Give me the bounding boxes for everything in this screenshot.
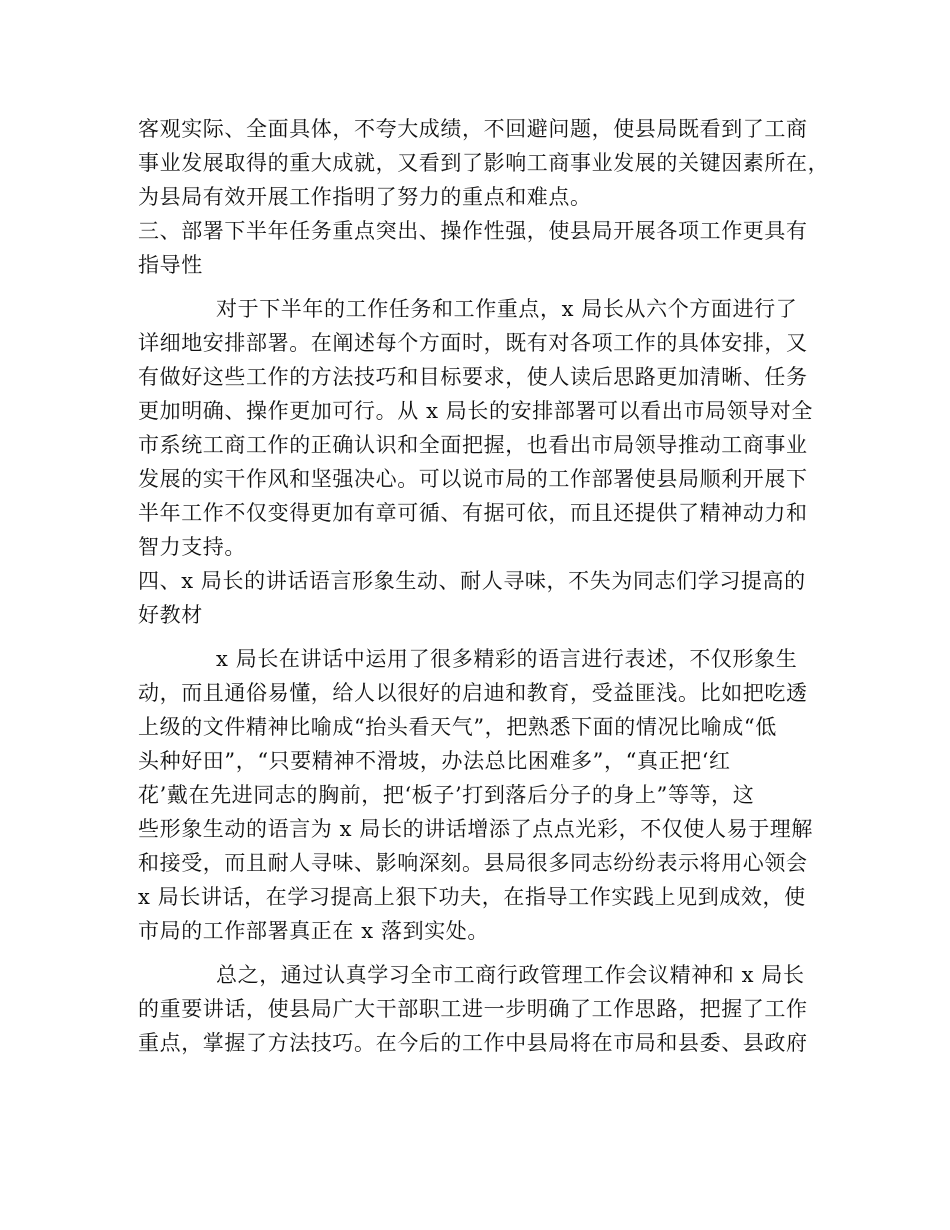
- paragraph-line: 市系统工商工作的正确认识和全面把握，也看出市局领导推动工商事业: [138, 433, 808, 457]
- paragraph-line: 市局的工作部署真正在 x 落到实处。: [138, 919, 489, 943]
- section-heading-line: 好教材: [138, 603, 203, 627]
- paragraph-line: 重点，掌握了方法技巧。在今后的工作中县局将在市局和县委、县政府: [138, 1031, 808, 1055]
- paragraph-line: 客观实际、全面具体，不夸大成绩，不回避问题，使县局既看到了工商: [138, 117, 808, 141]
- paragraph-line: 上级的文件精神比喻成“抬头看天气”，把熟悉下面的情况比喻成“低: [138, 715, 777, 739]
- paragraph-line: 更加明确、操作更加可行。从 x 局长的安排部署可以看出市局领导对全: [138, 399, 813, 423]
- paragraph-line: 智力支持。: [138, 535, 246, 559]
- paragraph-line: 发展的实干作风和坚强决心。可以说市局的工作部署使县局顺利开展下: [138, 467, 808, 491]
- paragraph-line: 花’戴在先进同志的胸前，把‘板子’打到落后分子的身上”等等，这: [138, 783, 755, 807]
- paragraph-line: 头种好田”，“只要精神不滑坡，办法总比困难多”，“真正把‘红: [138, 749, 731, 773]
- paragraph-line: 为县局有效开展工作指明了努力的重点和难点。: [138, 185, 592, 209]
- paragraph-line: 的重要讲话，使县局广大干部职工进一步明确了工作思路，把握了工作: [138, 997, 808, 1021]
- paragraph-first-line: 总之，通过认真学习全市工商行政管理工作会议精神和 x 局长: [216, 963, 805, 987]
- paragraph-line: 有做好这些工作的方法技巧和目标要求，使人读后思路更加清晰、任务: [138, 365, 808, 389]
- paragraph-line: x 局长讲话，在学习提高上狠下功夫，在指导工作实践上见到成效，使: [138, 885, 806, 909]
- section-heading-line: 指导性: [138, 253, 203, 277]
- paragraph-line: 动，而且通俗易懂，给人以很好的启迪和教育，受益匪浅。比如把吃透: [138, 681, 808, 705]
- paragraph-line: 些形象生动的语言为 x 局长的讲话增添了点点光彩，不仅使人易于理解: [138, 817, 813, 841]
- paragraph-line: 和接受，而且耐人寻味、影响深刻。县局很多同志纷纷表示将用心领会: [138, 851, 808, 875]
- paragraph-line: 详细地安排部署。在阐述每个方面时，既有对各项工作的具体安排，又: [138, 331, 808, 355]
- paragraph-first-line: x 局长在讲话中运用了很多精彩的语言进行表述，不仅形象生: [216, 647, 798, 671]
- section-heading-line: 四、x 局长的讲话语言形象生动、耐人寻味，不失为同志们学习提高的: [138, 569, 806, 593]
- paragraph-line: 半年工作不仅变得更加有章可循、有据可依，而且还提供了精神动力和: [138, 501, 808, 525]
- paragraph-first-line: 对于下半年的工作任务和工作重点，x 局长从六个方面进行了: [216, 297, 798, 321]
- section-heading-line: 三、部署下半年任务重点突出、操作性强，使县局开展各项工作更具有: [138, 219, 808, 243]
- paragraph-line: 事业发展取得的重大成就，又看到了影响工商事业发展的关键因素所在，: [138, 151, 830, 175]
